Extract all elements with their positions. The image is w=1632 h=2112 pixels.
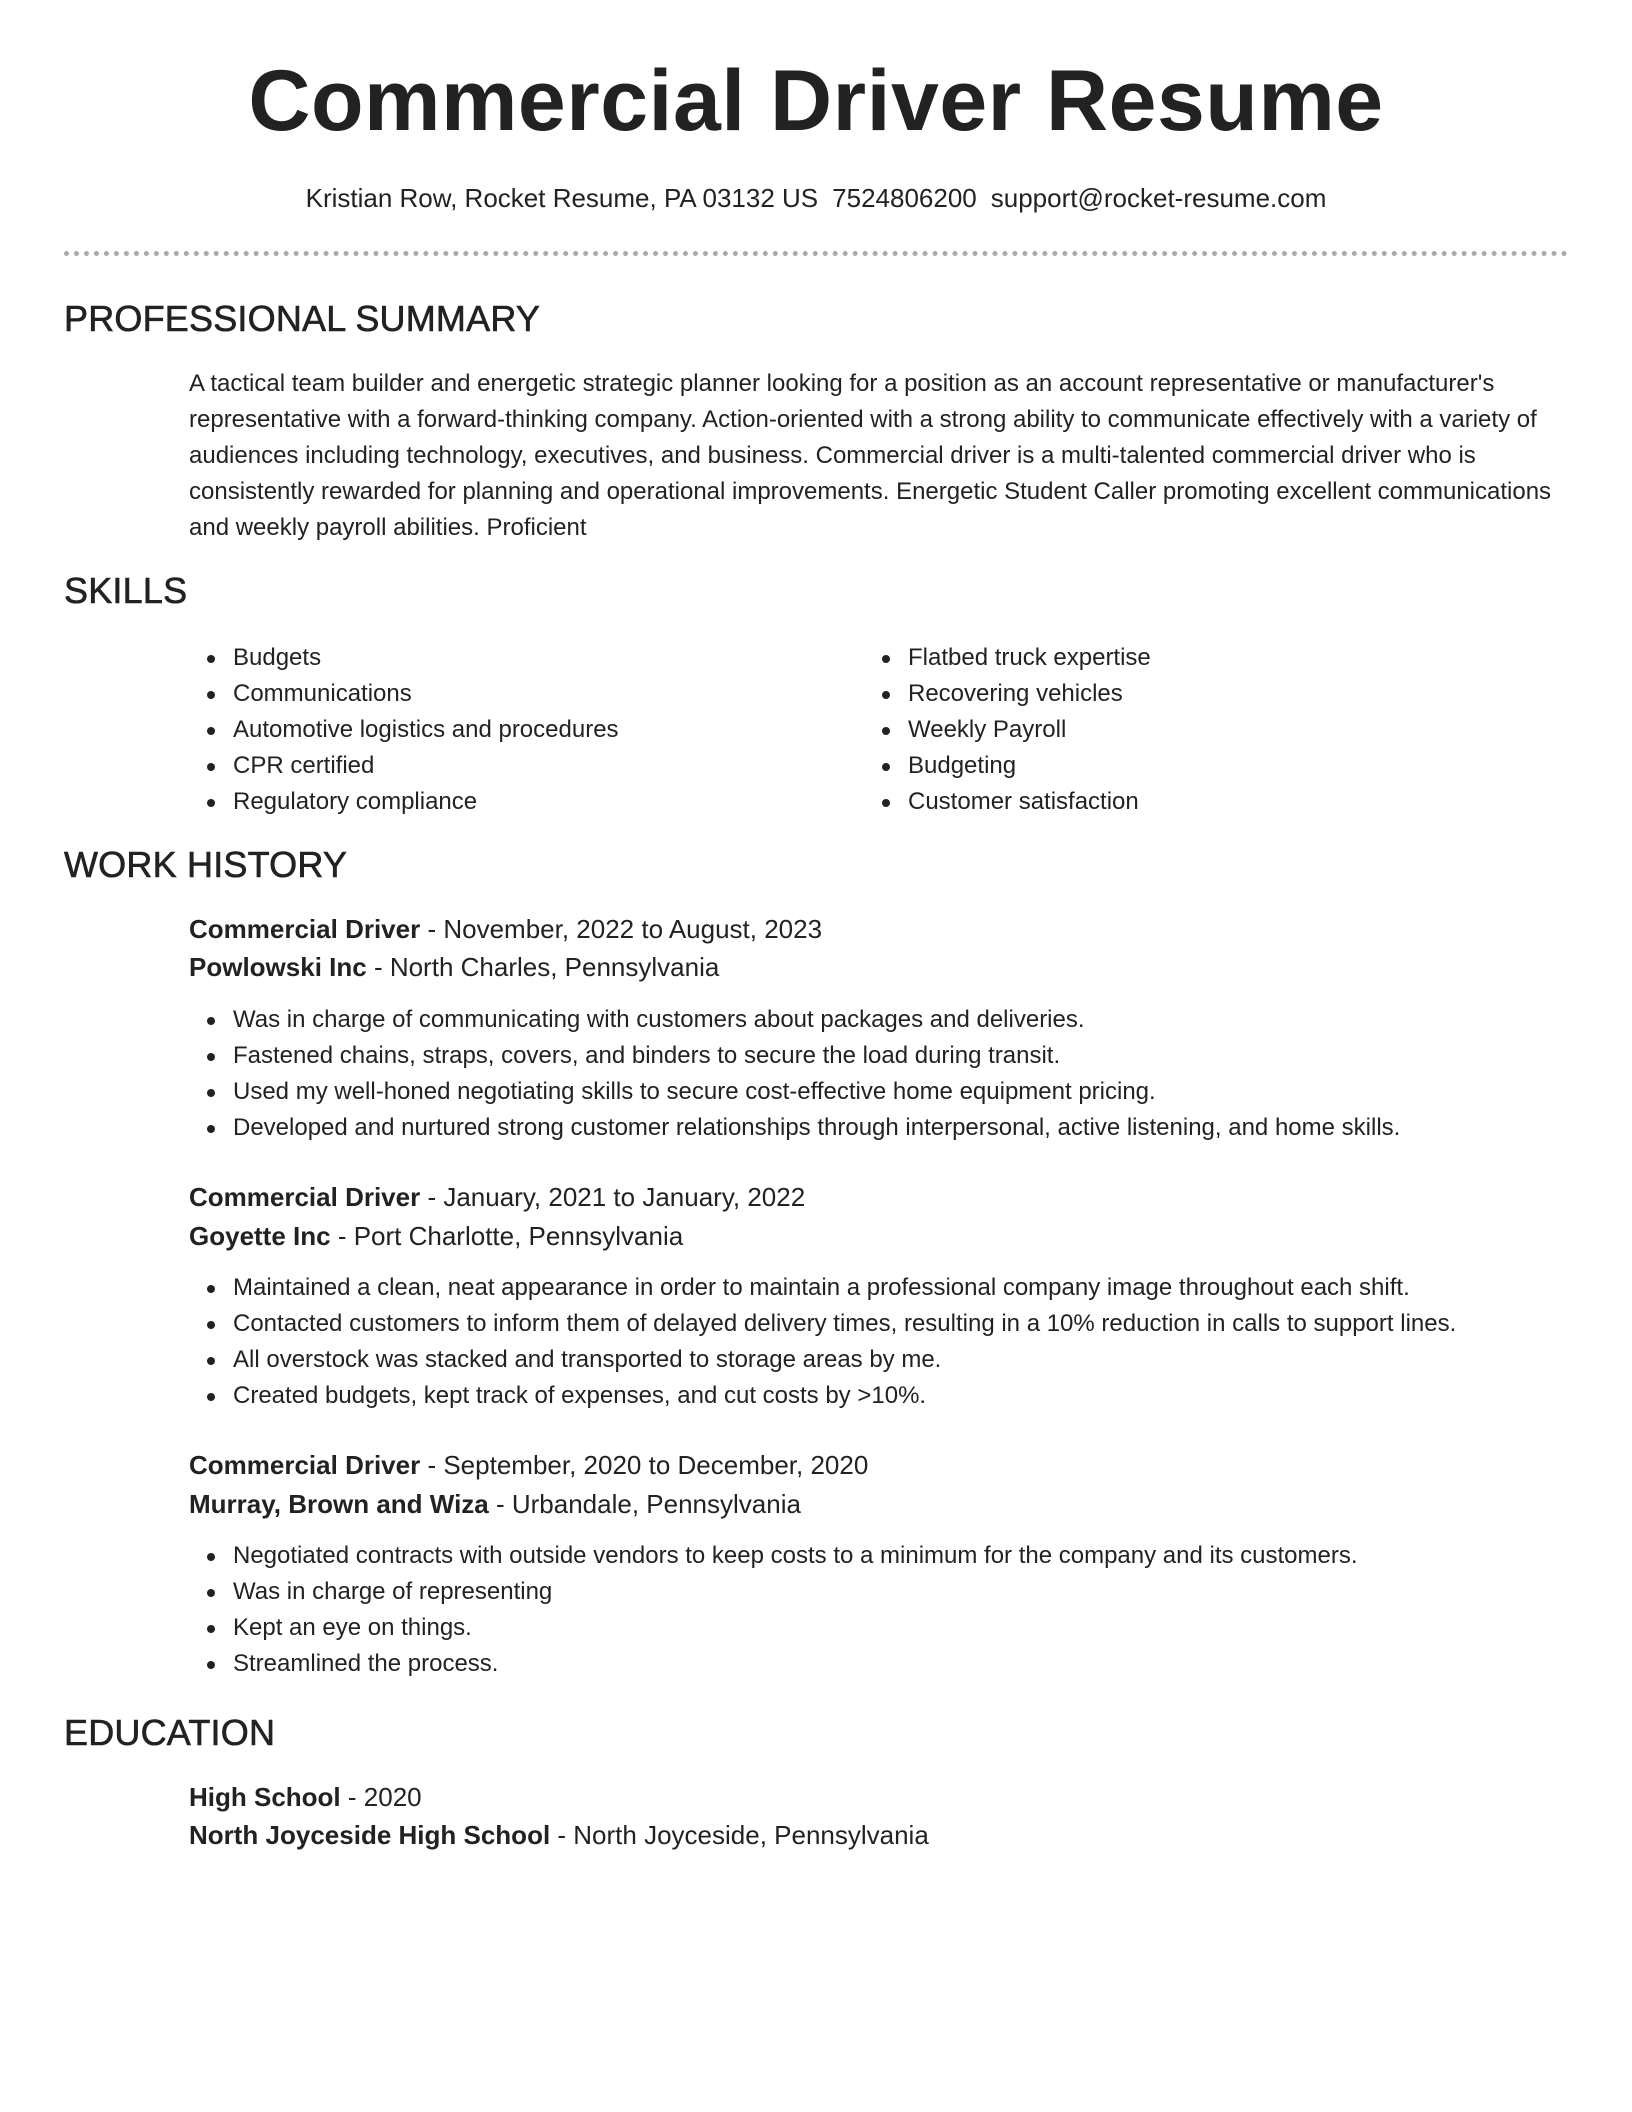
header-divider	[64, 251, 1568, 256]
skill-item: Recovering vehicles	[864, 676, 1504, 712]
list-item: Used my well-honed negotiating skills to secure cost-effective home equipment pricing.	[189, 1074, 1569, 1110]
skill-item: Regulatory compliance	[189, 784, 829, 820]
education-degree: High School	[189, 1782, 341, 1812]
education-school-line	[189, 1816, 929, 1854]
skill-item: Budgets	[189, 640, 829, 676]
job-location: - Urbandale, Pennsylvania	[488, 1489, 801, 1519]
list-item: Kept an eye on things.	[189, 1610, 1569, 1646]
job-title: Commercial Driver	[189, 1182, 421, 1212]
skill-item: CPR certified	[189, 748, 829, 784]
skill-item: Budgeting	[864, 748, 1504, 784]
skill-item: Communications	[189, 676, 829, 712]
list-item: Was in charge of communicating with customers about packages and deliveries.	[189, 1002, 1569, 1038]
work-history-heading: WORK HISTORY	[64, 844, 348, 885]
education-degree-line	[189, 1778, 422, 1816]
skills-list-left	[189, 640, 829, 820]
skills-heading: SKILLS	[64, 570, 188, 611]
list-item: Fastened chains, straps, covers, and binders to secure the load during transit.	[189, 1038, 1569, 1074]
list-item: Developed and nurtured strong customer relationships through interpersonal, active listening, and home skills.	[189, 1110, 1569, 1146]
job-company-line	[189, 1217, 683, 1255]
job-bullets	[189, 1538, 1569, 1682]
skill-item: Customer satisfaction	[864, 784, 1504, 820]
list-item: Contacted customers to inform them of delayed delivery times, resulting in a 10% reduction in calls to support lines.	[189, 1306, 1569, 1342]
job-company-line	[189, 1485, 801, 1523]
skill-item: Weekly Payroll	[864, 712, 1504, 748]
job-bullets	[189, 1270, 1569, 1414]
contact-line	[0, 182, 1632, 214]
skills-list-right	[864, 640, 1504, 820]
job-location: - North Charles, Pennsylvania	[366, 952, 720, 982]
job-bullets	[189, 1002, 1569, 1146]
summary-text: A tactical team builder and energetic strategic planner looking for a position as an account representative or manufacturer's representative with a forward-thinking company. Action-oriented with a strong ability to communicate effectively with a variety of audiences including technology, executives, and business. Commercial driver is a multi-talented commercial driver who is consistently rewarded for planning and operational improvements. Energetic Student Caller promoting excellent communications and weekly payroll abilities. Proficient	[189, 370, 1552, 541]
job-dates: - January, 2021 to January, 2022	[420, 1182, 806, 1212]
job-title: Commercial Driver	[189, 914, 421, 944]
job-location: - Port Charlotte, Pennsylvania	[330, 1221, 684, 1251]
skill-item: Automotive logistics and procedures	[189, 712, 829, 748]
list-item: Was in charge of representing	[189, 1574, 1569, 1610]
job-title-line	[189, 1178, 805, 1216]
contact-email: support@rocket-resume.com	[990, 183, 1327, 213]
education-heading: EDUCATION	[64, 1712, 276, 1753]
education-year: - 2020	[340, 1782, 422, 1812]
list-item: All overstock was stacked and transported to storage areas by me.	[189, 1342, 1569, 1378]
job-title: Commercial Driver	[189, 1450, 421, 1480]
job-dates: - November, 2022 to August, 2023	[420, 914, 823, 944]
job-company: Powlowski Inc	[189, 952, 367, 982]
job-title-line	[189, 910, 822, 948]
summary-heading: PROFESSIONAL SUMMARY	[64, 298, 541, 339]
job-company-line	[189, 948, 719, 986]
list-item: Streamlined the process.	[189, 1646, 1569, 1682]
job-company: Murray, Brown and Wiza	[189, 1489, 489, 1519]
list-item: Negotiated contracts with outside vendors to keep costs to a minimum for the company and its customers.	[189, 1538, 1569, 1574]
list-item: Created budgets, kept track of expenses, and cut costs by >10%.	[189, 1378, 1569, 1414]
resume-title: Commercial Driver Resume	[248, 53, 1384, 149]
list-item: Maintained a clean, neat appearance in order to maintain a professional company image throughout each shift.	[189, 1270, 1569, 1306]
skill-item: Flatbed truck expertise	[864, 640, 1504, 676]
job-company: Goyette Inc	[189, 1221, 331, 1251]
contact-phone: 7524806200	[832, 183, 977, 213]
job-title-line	[189, 1446, 868, 1484]
education-school: North Joyceside High School	[189, 1820, 551, 1850]
education-location: - North Joyceside, Pennsylvania	[550, 1820, 929, 1850]
job-dates: - September, 2020 to December, 2020	[420, 1450, 869, 1480]
contact-address: Kristian Row, Rocket Resume, PA 03132 US	[305, 183, 819, 213]
